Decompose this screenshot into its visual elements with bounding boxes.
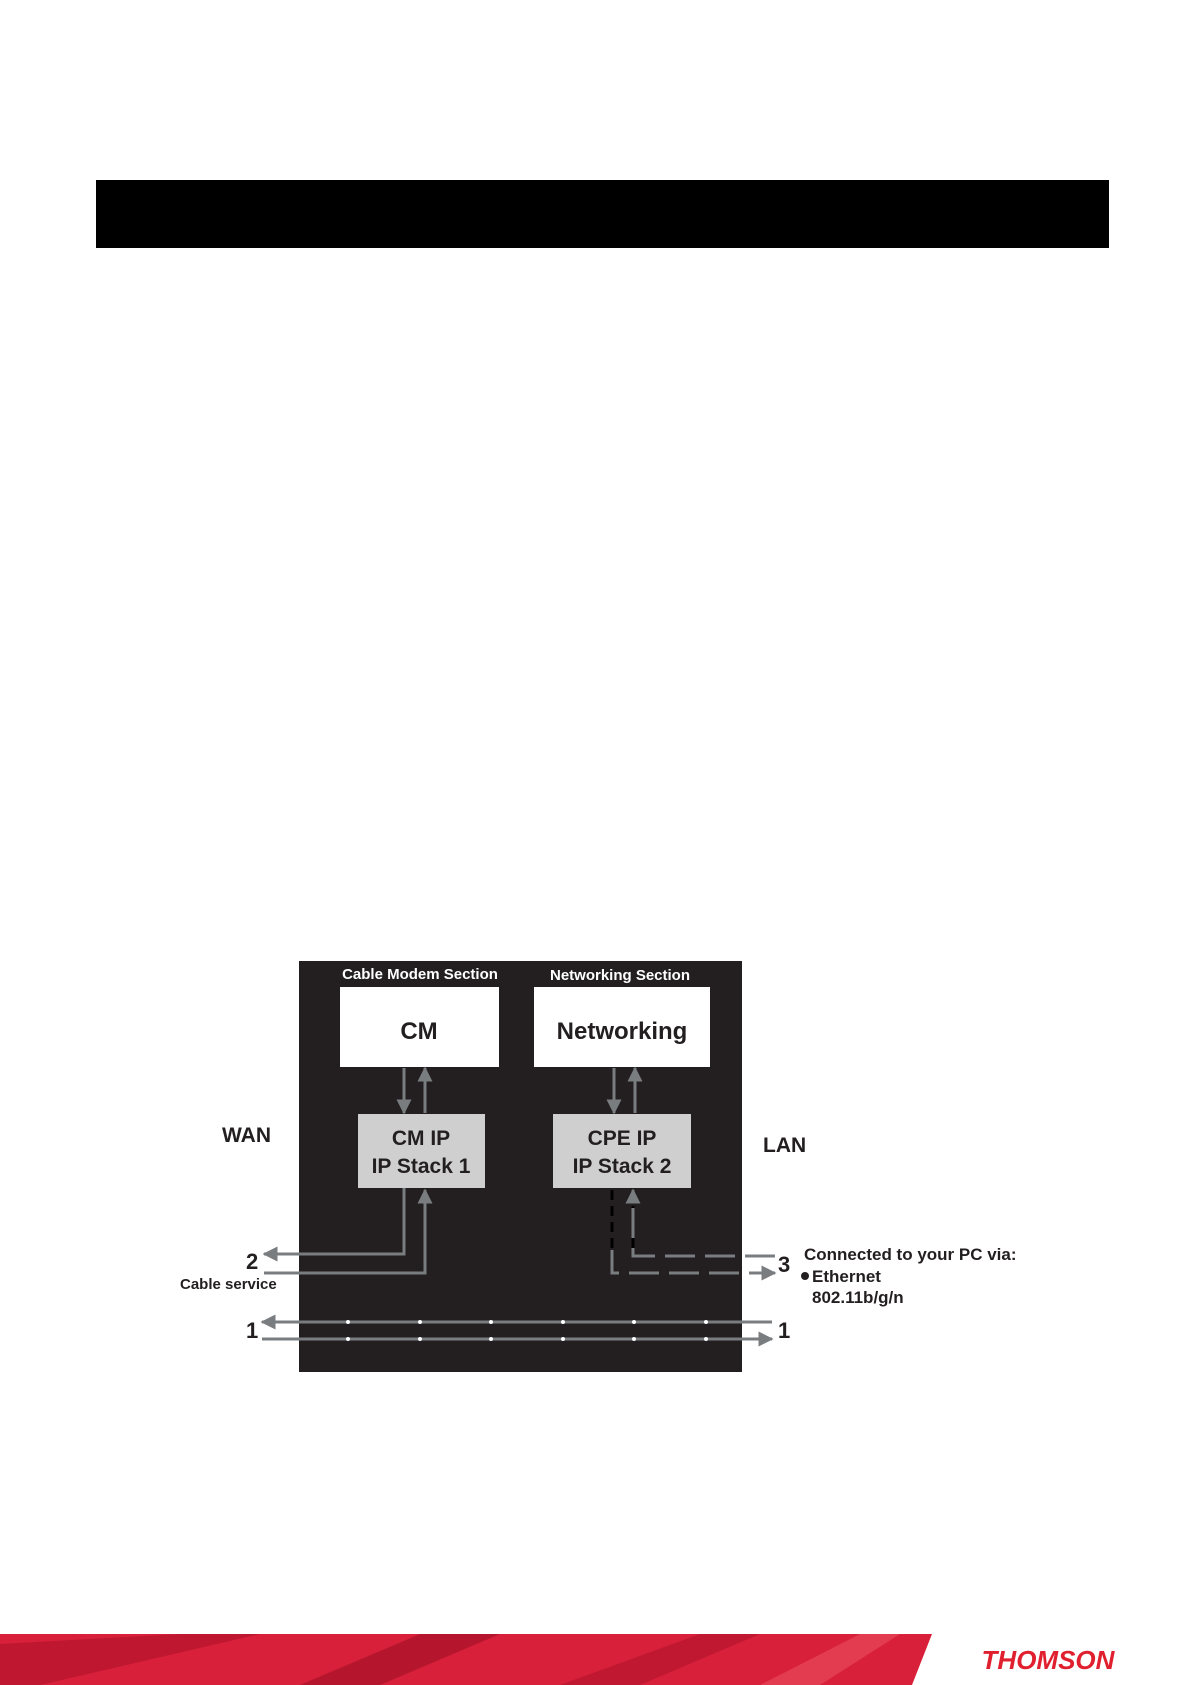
cable-modem-section-label: Cable Modem Section <box>342 966 498 983</box>
cm-ip-label: CM IP <box>391 1127 451 1150</box>
ethernet-label: Ethernet <box>812 1267 881 1286</box>
cpe-ip-label: CPE IP <box>587 1127 657 1150</box>
footer-banner <box>0 1634 1191 1685</box>
path-number-3: 3 <box>778 1252 791 1277</box>
path-number-1-left: 1 <box>246 1318 259 1343</box>
cm-box-label: CM <box>400 1018 438 1045</box>
wan-label: WAN <box>222 1124 271 1147</box>
thomson-logo: THOMSON <box>981 1645 1115 1675</box>
wifi-standard-label: 802.11b/g/n <box>812 1288 904 1307</box>
cable-service-label: Cable service <box>180 1276 277 1293</box>
networking-box-label: Networking <box>556 1018 688 1045</box>
path-number-1-right: 1 <box>778 1318 791 1343</box>
bullet-dot <box>801 1272 809 1280</box>
path-number-2: 2 <box>246 1249 259 1274</box>
lan-label: LAN <box>763 1134 807 1157</box>
cm-ip-stack-label: IP Stack 1 <box>371 1155 471 1178</box>
cpe-ip-stack-label: IP Stack 2 <box>572 1155 672 1178</box>
connected-to-pc-label: Connected to your PC via: <box>804 1245 1017 1264</box>
networking-section-label: Networking Section <box>549 967 691 984</box>
